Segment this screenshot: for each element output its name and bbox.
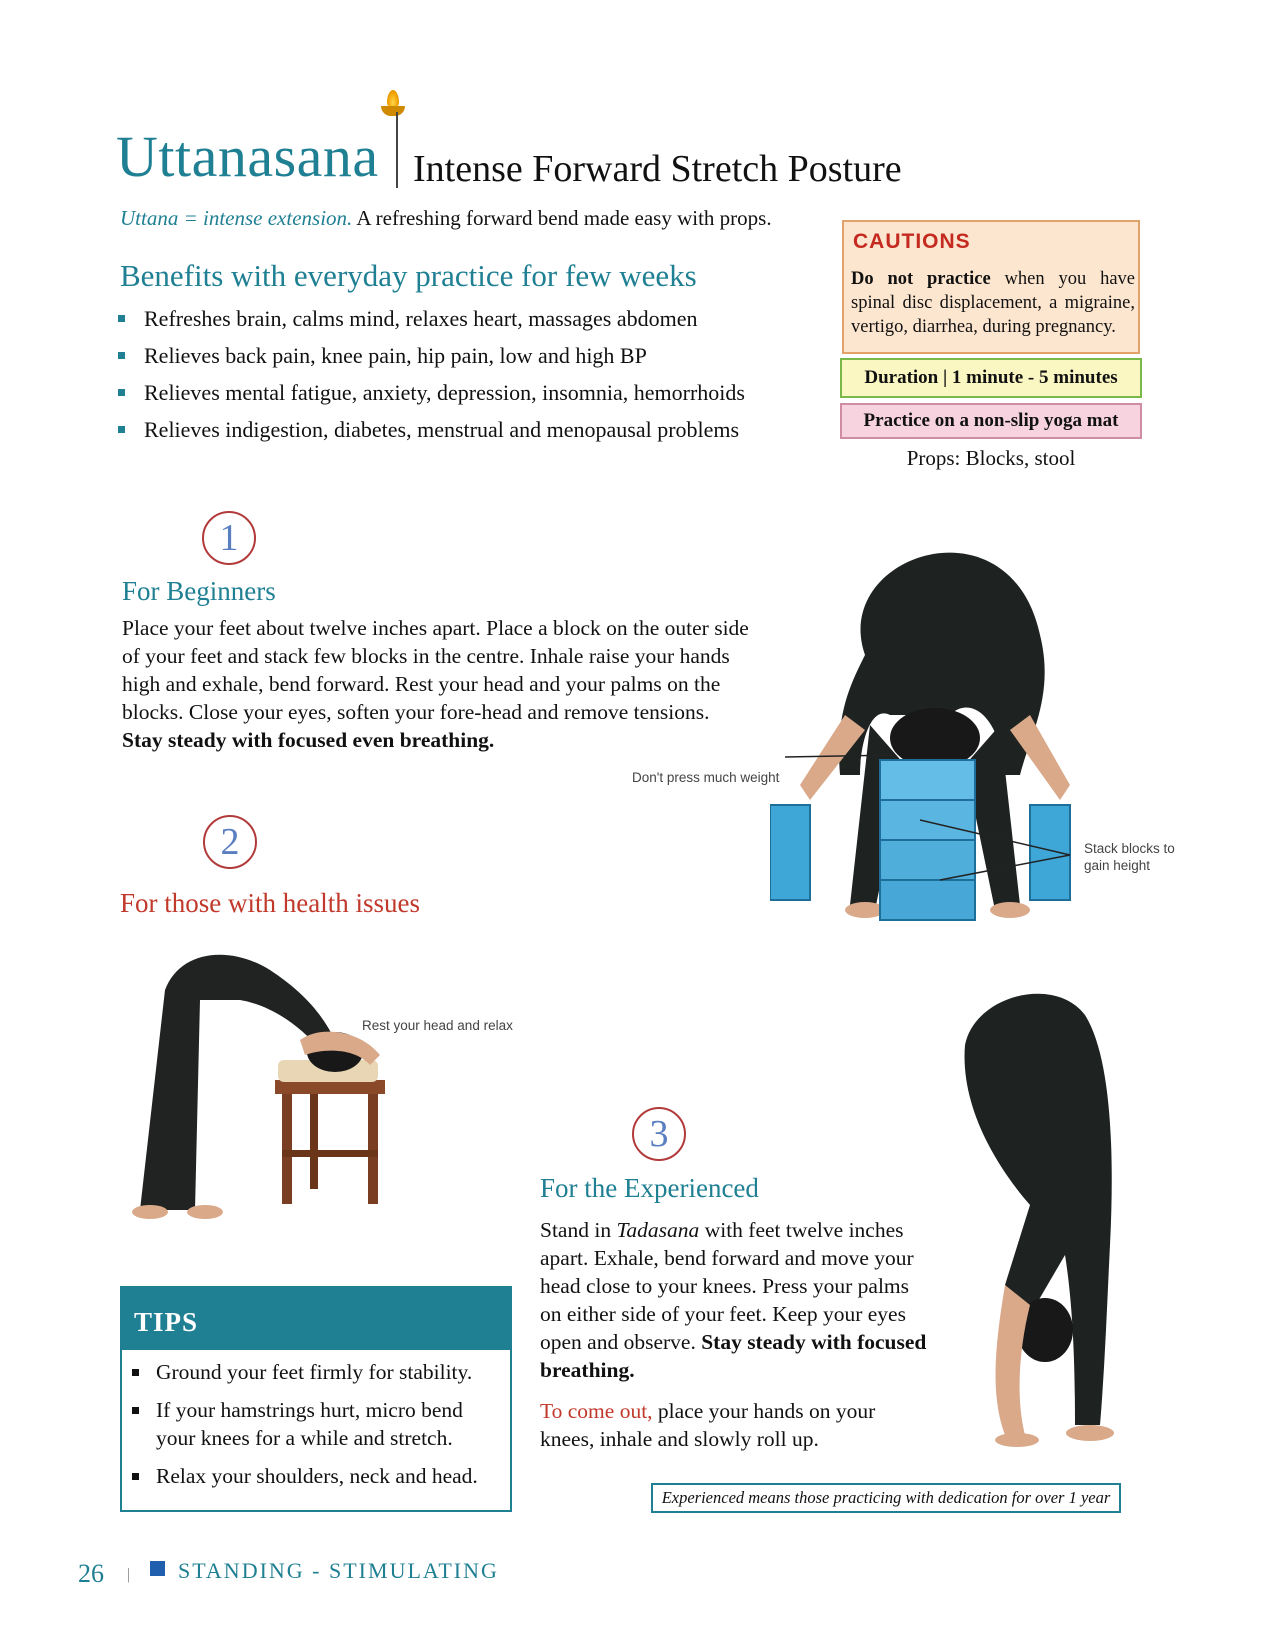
benefit-item: Relieves indigestion, diabetes, menstrual and menopausal problems: [118, 417, 745, 454]
beginners-bold: Stay steady with focused even breathing.: [122, 728, 495, 752]
experienced-bold: Stay steady with focused breathing.: [540, 1330, 927, 1382]
experienced-note: Experienced means those practicing with dedication for over 1 year: [651, 1483, 1121, 1513]
section-square-icon: [150, 1561, 165, 1576]
page-title: Uttanasana: [116, 124, 379, 189]
experienced-text: [540, 1216, 930, 1384]
step-number-1: 1: [202, 511, 256, 565]
experienced-tadasana: Tadasana: [616, 1218, 700, 1242]
cautions-bold: Do not practice: [851, 269, 991, 289]
annotation-rest: Rest your head and relax: [362, 1018, 513, 1033]
benefit-item: Relieves mental fatigue, anxiety, depression, insomnia, hemorrhoids: [118, 380, 745, 417]
props-text: Props: Blocks, stool: [906, 446, 1076, 470]
annotation-weight: Don't press much weight: [632, 770, 780, 785]
benefits-list: [118, 306, 745, 454]
intro-description: A refreshing forward bend made easy with props.: [352, 206, 772, 230]
oil-lamp-icon: [381, 106, 405, 116]
tips-list: [132, 1358, 498, 1500]
intro-definition: Uttana = intense extension.: [120, 206, 353, 230]
benefit-item: Refreshes brain, calms mind, relaxes heart, massages abdomen: [118, 306, 745, 343]
tip-item: Ground your feet firmly for stability.: [132, 1358, 498, 1386]
experienced-text-a: Stand in: [540, 1218, 617, 1242]
come-out-instructions: place your hands on your knees, inhale and slowly roll up.: [540, 1399, 876, 1451]
benefit-item: Relieves back pain, knee pain, hip pain, low and high BP: [118, 343, 745, 380]
duration-badge: Duration | 1 minute - 5 minutes: [840, 358, 1142, 398]
come-out-label: To come out,: [540, 1399, 653, 1423]
step-number-3: 3: [632, 1107, 686, 1161]
intro-text: [120, 206, 772, 231]
mat-badge: Practice on a non-slip yoga mat: [840, 403, 1142, 439]
tip-item: Relax your shoulders, neck and head.: [132, 1462, 498, 1490]
beginner-pose-illustration: [770, 515, 1110, 945]
cautions-title: CAUTIONS: [853, 230, 971, 253]
footer-separator: |: [127, 1566, 131, 1583]
beginners-text: [122, 614, 750, 754]
experienced-heading: For the Experienced: [540, 1173, 759, 1203]
cautions-box: [842, 220, 1140, 354]
health-heading: For those with health issues: [120, 888, 420, 918]
page-subtitle: Intense Forward Stretch Posture: [413, 148, 902, 190]
tips-heading: TIPS: [122, 1288, 510, 1350]
step-number-2: 2: [203, 815, 257, 869]
cautions-detail: when you have spinal disc displacement, a migraine, vertigo, diarrhea, during pregnancy.: [851, 269, 1135, 337]
experienced-text-b: with feet twelve inches apart. Exhale, bend forward and move your head close to your knees. Press your palms on either side of your feet. Keep your eyes open and observe.: [540, 1218, 914, 1354]
benefits-heading: Benefits with everyday practice for few weeks: [120, 258, 697, 293]
experienced-pose-illustration: [935, 985, 1165, 1455]
health-pose-illustration: [120, 930, 420, 1230]
come-out-text: [540, 1397, 930, 1453]
section-label: STANDING - STIMULATING: [178, 1558, 499, 1583]
tips-box: [120, 1286, 512, 1512]
tip-item: If your hamstrings hurt, micro bend your knees for a while and stretch.: [132, 1396, 498, 1452]
annotation-stack: Stack blocks to gain height: [1084, 841, 1175, 873]
beginners-heading: For Beginners: [122, 576, 276, 606]
cautions-text: [851, 267, 1135, 339]
page-number: 26: [78, 1559, 104, 1588]
title-divider: [396, 112, 398, 188]
beginners-instructions: Place your feet about twelve inches apart. Place a block on the outer side of your feet and stack few blocks in the centre. Inhale raise your hands high and exhale, bend forward. Rest your head and your palms on the blocks. Close your eyes, soften your fore-head and remove tensions.: [122, 616, 749, 724]
